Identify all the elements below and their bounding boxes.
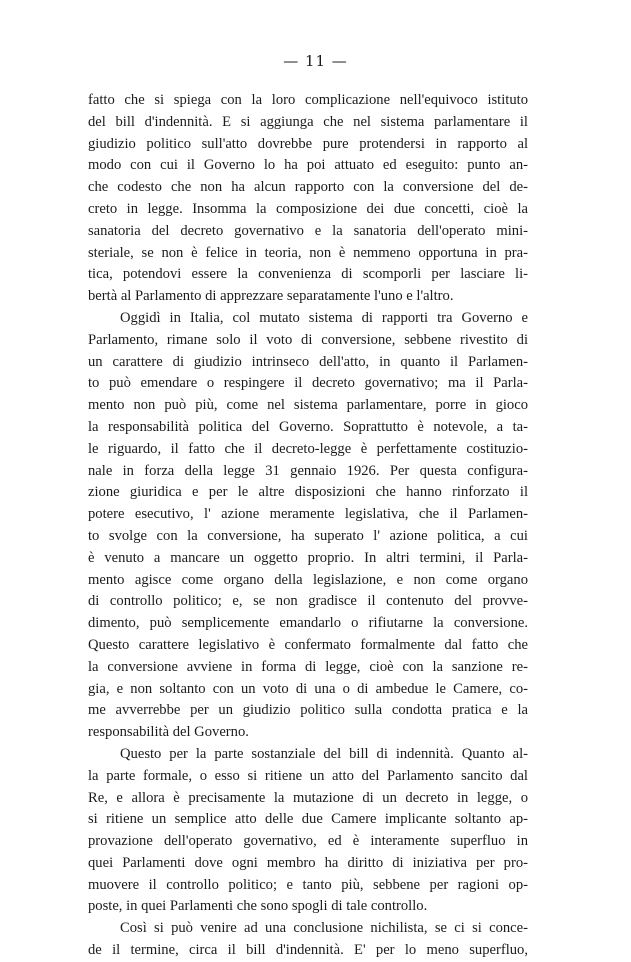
text-line: Oggidì in Italia, col mutato sistema di rapporti tra Governo e [120, 309, 528, 326]
text-line: responsabilità del Governo. [88, 724, 249, 741]
text-line: modo con cui il Governo lo ha poi attuato ed eseguito: punto an- [88, 157, 528, 174]
text-line: di controllo politico; e, se non gradisce il contenuto del provve- [88, 593, 528, 610]
text-line: mento agisce come organo della legislazione, e non come organo [88, 571, 528, 588]
text-line: potere esecutivo, l' azione meramente legislativa, che il Parlamen- [88, 506, 528, 523]
body-text [88, 90, 528, 962]
text-line: de il termine, circa il bill d'indennità. E' per lo meno superfluo, [88, 942, 528, 959]
text-line: le riguardo, il fatto che il decreto-legge è perfettamente costituzio- [88, 440, 528, 457]
text-line: gia, e non soltanto con un voto di una o di ambedue le Camere, co- [88, 680, 528, 697]
text-line: si ritiene un semplice atto delle due Camere implicante soltanto ap- [88, 811, 528, 828]
text-line: Così si può venire ad una conclusione nichilista, se ci si conce- [120, 920, 528, 937]
text-line: muovere il controllo politico; e tanto più, sebbene per ragioni op- [88, 876, 528, 893]
text-line: to può emendare o respingere il decreto governativo; ma il Parla- [88, 375, 528, 392]
page-number: — 11 — [283, 52, 348, 70]
text-line: creto in legge. Insomma la composizione dei due concetti, cioè la [88, 200, 528, 217]
text-line: la parte formale, o esso si ritiene un atto del Parlamento sancito dal [88, 767, 528, 784]
text-line: provazione dell'operato governativo, ed è interamente superfluo in [88, 833, 528, 850]
text-line: mento non può più, come nel sistema parlamentare, porre in gioco [88, 397, 528, 414]
text-line: Parlamento, rimane solo il voto di conversione, sebbene rivestito di [88, 331, 528, 348]
text-line: la responsabilità politica del Governo. Soprattutto è notevole, a ta- [88, 418, 528, 435]
text-line: to svolge con la conversione, ha superato l' azione politica, a cui [88, 527, 528, 544]
text-line: me avverrebbe per un giudizio politico sulla condotta pratica e la [88, 702, 528, 719]
text-line: zione giuridica e per le altre disposizioni che hanno rinforzato il [88, 484, 528, 501]
text-line: Questo per la parte sostanziale del bill di indennità. Quanto al- [120, 745, 528, 762]
text-line: è venuto a mancare un oggetto proprio. In altri termini, il Parla- [88, 549, 528, 566]
text-line: sanatoria del decreto governativo e la sanatoria dell'operato mini- [88, 222, 528, 239]
text-line: fatto che si spiega con la loro complicazione nell'equivoco istituto [88, 92, 528, 108]
text-line: Questo carattere legislativo è confermato formalmente dal fatto che [88, 636, 528, 653]
text-line: la conversione avviene in forma di legge, cioè con la sanzione re- [88, 658, 528, 675]
text-line: che codesto che non ha alcun rapporto con la conversione del de- [88, 179, 528, 196]
text-line: bertà al Parlamento di apprezzare separatamente l'uno e l'altro. [88, 288, 454, 305]
text-line: un carattere di giudizio intrinseco dell'atto, in quanto il Parlamen- [88, 353, 528, 370]
text-line: nale in forza della legge 31 gennaio 1926. Per questa configura- [88, 462, 528, 479]
text-line: dimento, può semplicemente emandarlo o rifiutarne la conversione. [88, 615, 528, 632]
text-line: del bill d'indennità. E si aggiunga che nel sistema parlamentare il [88, 113, 528, 130]
text-line: quei Parlamenti dove ogni membro ha diritto di iniziativa per pro- [88, 854, 528, 871]
text-line: poste, in quei Parlamenti che sono spogli di tale controllo. [88, 898, 428, 915]
text-line: tica, potendovi essere la convenienza di scomporli per lasciare li- [88, 266, 528, 283]
text-line: giudizio politico sull'atto dovrebbe pure protendersi in rapporto al [88, 135, 528, 152]
text-line: Re, e allora è precisamente la mutazione di un decreto in legge, o [88, 789, 528, 806]
text-line: steriale, se non è felice in teoria, non è nemmeno opportuna in pra- [88, 244, 528, 261]
